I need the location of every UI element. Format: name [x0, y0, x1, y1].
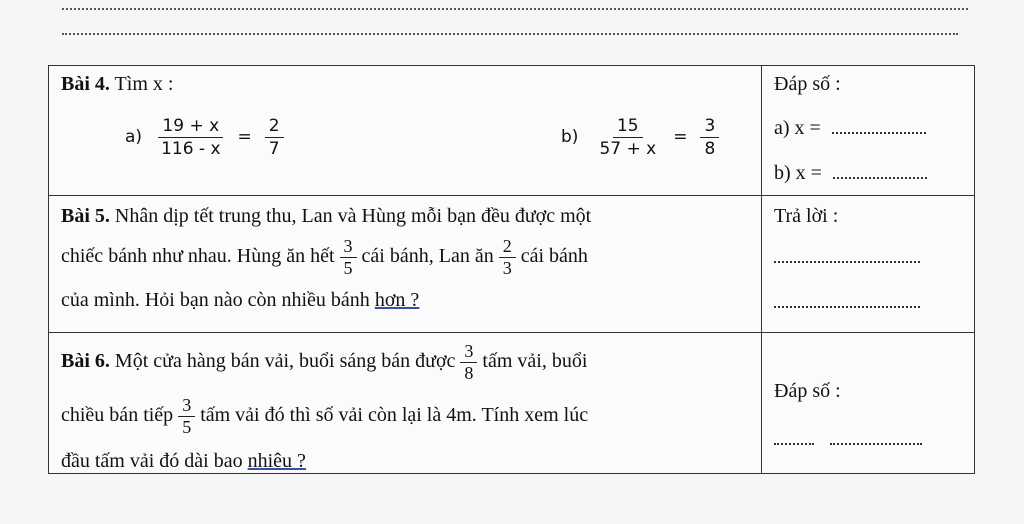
equation-b [561, 114, 719, 159]
exercise-5-fraction-2-numerator: 2 [499, 237, 516, 258]
equation-a-lhs-denominator: 116 - x [161, 138, 221, 159]
equation-a-rhs-denominator: 7 [268, 138, 280, 159]
exercise-6-text-1a: Một cửa hàng bán vải, buổi sáng bán được [114, 350, 456, 372]
exercise-6-line-1 [61, 339, 587, 383]
exercise-6-question-cell [49, 333, 762, 474]
exercise-6-fraction-1 [460, 342, 477, 383]
exercise-5-line-3 [61, 288, 419, 312]
exercise-5-title: Bài 5. [61, 205, 110, 227]
exercise-5-fraction-2-denominator: 3 [502, 257, 512, 278]
exercise-5-text-2b: cái bánh, Lan ăn [361, 245, 494, 267]
equation-b-label: b) [561, 127, 579, 147]
exercise-5-fraction-1 [340, 237, 357, 278]
answer-b-blank[interactable] [833, 165, 927, 179]
exercise-4-question-cell [49, 66, 762, 196]
exercise-6-fraction-1-numerator: 3 [460, 342, 477, 363]
exercise-5-text-2a: chiếc bánh như nhau. Hùng ăn hết [61, 245, 335, 267]
equation-b-rhs-numerator: 3 [700, 116, 719, 138]
exercise-4-answer-cell [762, 66, 975, 196]
exercise-5-answer-blank-2[interactable] [774, 306, 920, 308]
exercise-4-heading [61, 72, 173, 96]
equation-a-lhs-numerator: 19 + x [158, 116, 223, 138]
exercise-5-text-3-underlined: hơn ? [374, 289, 420, 311]
dotted-line-top-1 [62, 8, 968, 10]
exercise-6-fraction-2 [178, 396, 195, 437]
exercise-6-text-2a: chiều bán tiếp [61, 404, 174, 426]
exercise-5-answer-title: Trả lời : [774, 205, 839, 227]
exercise-6-text-1b: tấm vải, buổi [482, 350, 588, 372]
equation-a-lhs-fraction [157, 116, 224, 159]
exercise-5-question-cell [49, 196, 762, 333]
exercise-5-text-2c: cái bánh [520, 245, 588, 267]
equation-b-lhs-denominator: 57 + x [599, 138, 657, 159]
exercise-row-6 [49, 333, 975, 474]
exercise-6-fraction-2-denominator: 5 [182, 416, 192, 437]
exercise-5-text-3: của mình. Hỏi bạn nào còn nhiều bánh [61, 289, 370, 311]
dotted-line-top-2 [62, 33, 958, 35]
exercise-5-fraction-1-numerator: 3 [340, 237, 357, 258]
answer-b-label: b) x = [774, 162, 822, 184]
exercise-5-fraction-1-denominator: 5 [343, 257, 353, 278]
exercise-6-fraction-1-denominator: 8 [464, 362, 474, 383]
equation-b-lhs-fraction [595, 116, 660, 159]
equation-a-equals: = [237, 127, 252, 147]
exercise-5-line-1 [61, 204, 591, 228]
equation-a-label: a) [125, 127, 143, 147]
exercise-4-prompt: Tìm x : [114, 73, 174, 95]
exercise-5-answer-blank-1[interactable] [774, 261, 920, 263]
exercise-6-title: Bài 6. [61, 350, 110, 372]
exercise-5-line-2 [61, 234, 588, 278]
exercise-6-fraction-2-numerator: 3 [178, 396, 195, 417]
exercise-6-text-3: đầu tấm vải đó dài bao [61, 450, 243, 472]
exercise-6-answer-blank-1[interactable] [774, 443, 814, 445]
exercise-5-fraction-2 [499, 237, 516, 278]
equation-b-rhs-denominator: 8 [704, 138, 716, 159]
exercise-row-5 [49, 196, 975, 333]
equation-a-rhs-numerator: 2 [265, 116, 284, 138]
exercise-5-text-1: Nhân dịp tết trung thu, Lan và Hùng mỗi bạn đều được một [114, 205, 592, 227]
answer-a-line [774, 116, 926, 140]
equation-b-equals: = [673, 127, 688, 147]
answer-a-label: a) x = [774, 117, 821, 139]
equation-b-lhs-numerator: 15 [613, 116, 643, 138]
equation-a [125, 114, 284, 159]
answer-a-blank[interactable] [832, 120, 926, 134]
answer-b-line [774, 161, 927, 185]
exercise-6-line-3 [61, 449, 306, 473]
exercise-table [48, 65, 975, 474]
exercise-5-answer-cell [762, 196, 975, 333]
equation-b-rhs-fraction [700, 116, 719, 159]
exercise-6-answer-cell [762, 333, 975, 474]
equation-a-rhs-fraction [265, 116, 284, 159]
exercise-6-answer-title: Đáp số : [774, 380, 841, 402]
exercise-4-title: Bài 4. [61, 73, 110, 95]
exercise-4-answer-title: Đáp số : [774, 73, 841, 95]
exercise-6-text-2b: tấm vải đó thì số vải còn lại là 4m. Tính xem lúc [200, 404, 589, 426]
exercise-6-line-2 [61, 393, 588, 437]
exercise-6-text-3-underlined: nhiêu ? [247, 450, 306, 472]
exercise-row-4 [49, 66, 975, 196]
exercise-6-answer-blank-2[interactable] [830, 443, 922, 445]
